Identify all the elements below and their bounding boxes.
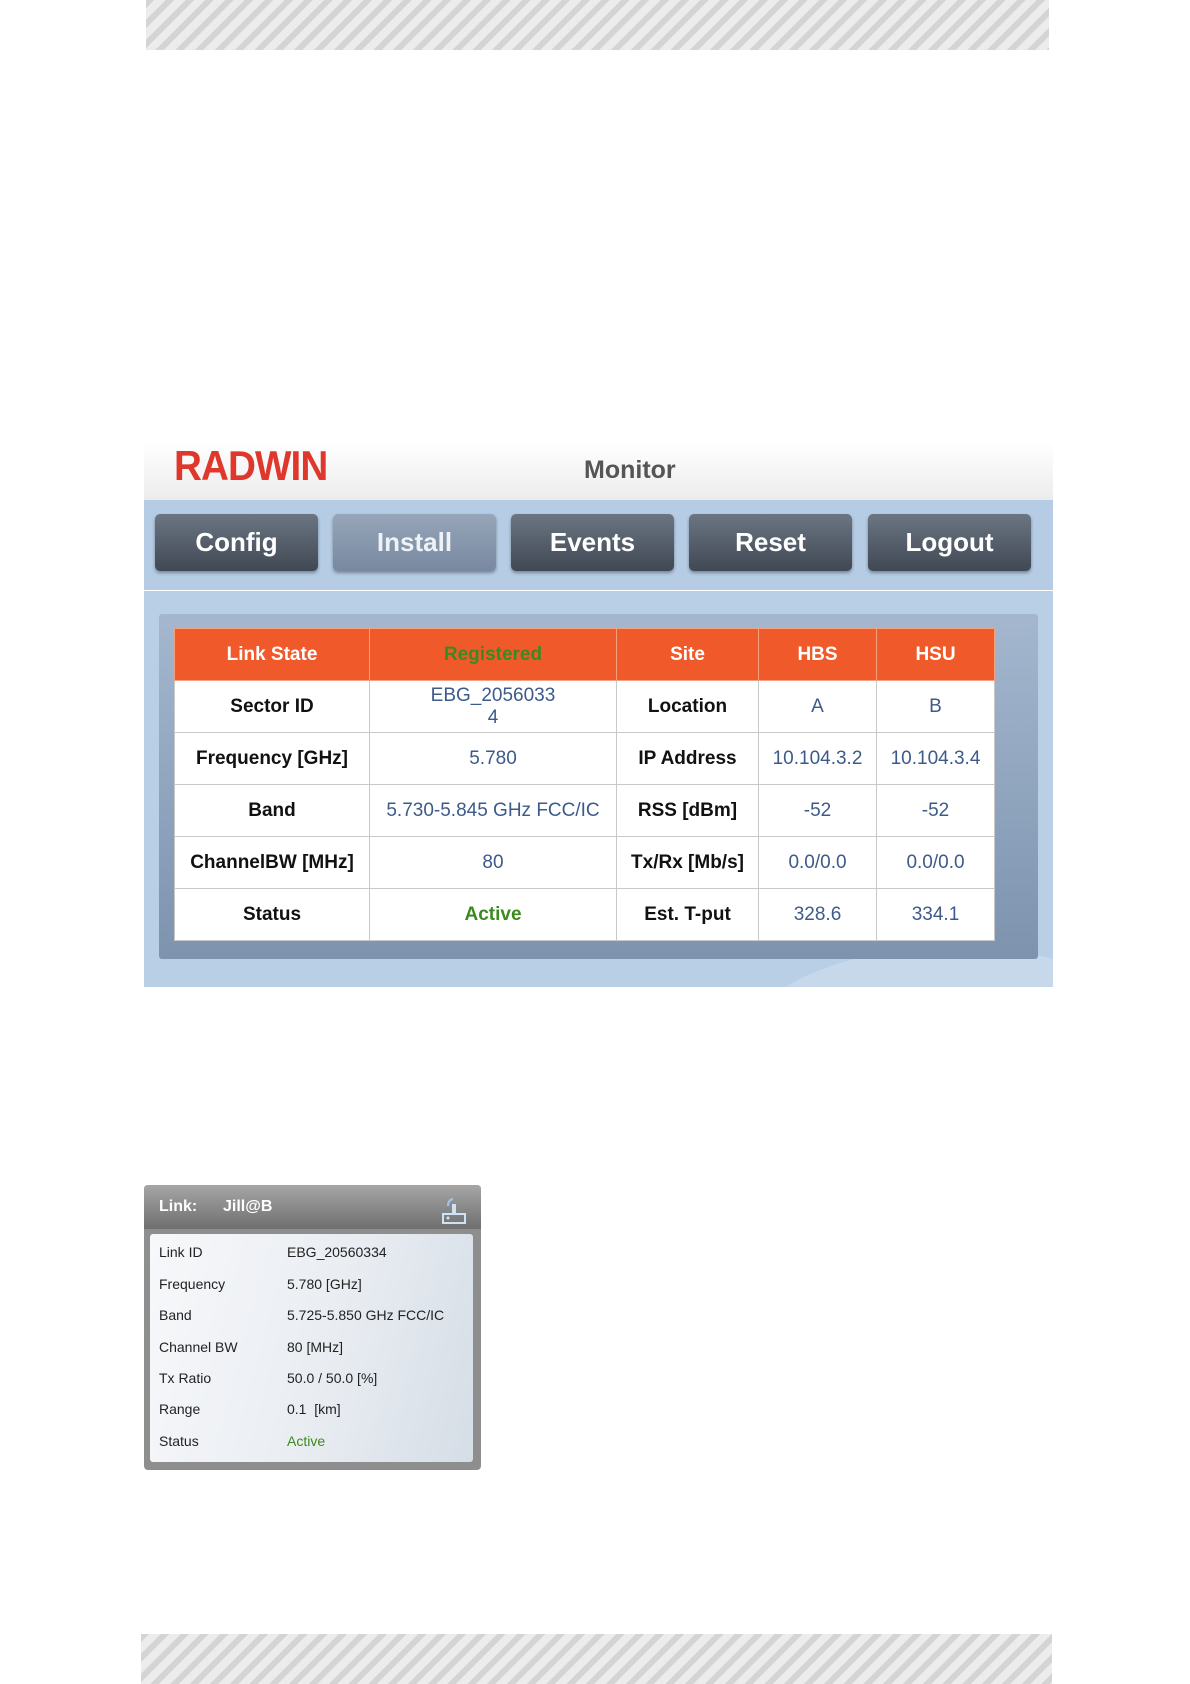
antenna-icon[interactable] [441, 1197, 467, 1225]
install-button[interactable]: Install [333, 514, 496, 571]
cell-value: B [877, 681, 995, 733]
cell-label: Band [175, 785, 370, 837]
list-item [150, 1238, 473, 1266]
events-button[interactable]: Events [511, 514, 674, 571]
field-value: 50.0 / 50.0 [%] [287, 1370, 378, 1386]
field-value: EBG_20560334 [287, 1244, 387, 1260]
cell-value: A [759, 681, 877, 733]
table-header-row [175, 629, 995, 681]
header-hsu: HSU [877, 629, 995, 681]
page-header-stripe [146, 0, 1049, 50]
field-label: Link ID [159, 1244, 203, 1260]
field-label: Range [159, 1401, 201, 1417]
monitor-header [144, 442, 1053, 501]
list-item [150, 1364, 473, 1392]
cell-value: 5.730-5.845 GHz FCC/IC [370, 785, 617, 837]
page-title: Monitor [584, 456, 676, 484]
logout-button[interactable]: Logout [868, 514, 1031, 571]
cell-value: 0.0/0.0 [877, 837, 995, 889]
reset-button[interactable]: Reset [689, 514, 852, 571]
monitor-window [144, 442, 1053, 987]
link-widget-header [144, 1185, 481, 1229]
list-item [150, 1270, 473, 1298]
field-value: 5.780 [GHz] [287, 1276, 362, 1292]
list-item [150, 1333, 473, 1361]
table-row [175, 733, 995, 785]
header-link-state: Link State [175, 629, 370, 681]
header-registered: Registered [370, 629, 617, 681]
field-label: Frequency [159, 1276, 226, 1292]
cell-label: IP Address [617, 733, 759, 785]
link-label: Link: [159, 1198, 198, 1215]
table-row [175, 837, 995, 889]
list-item [150, 1427, 473, 1455]
cell-value: 334.1 [877, 889, 995, 941]
cell-value: 328.6 [759, 889, 877, 941]
link-widget-body [150, 1234, 473, 1462]
cell-label: ChannelBW [MHz] [175, 837, 370, 889]
field-value: 0.1 [km] [287, 1401, 341, 1417]
cell-label: Location [617, 681, 759, 733]
field-label: Band [159, 1307, 192, 1323]
radwin-logo: RADWIN [174, 442, 328, 489]
cell-value: 10.104.3.4 [877, 733, 995, 785]
page-footer-stripe [141, 1634, 1052, 1684]
cell-label: Status [175, 889, 370, 941]
cell-label: Frequency [GHz] [175, 733, 370, 785]
config-button[interactable]: Config [155, 514, 318, 571]
cell-label: Tx/Rx [Mb/s] [617, 837, 759, 889]
nav-bar [144, 500, 1053, 591]
header-site: Site [617, 629, 759, 681]
cell-value [370, 681, 617, 733]
list-item [150, 1395, 473, 1423]
link-name: Jill@B [223, 1198, 273, 1215]
list-item [150, 1301, 473, 1329]
status-value: Active [370, 889, 617, 941]
sector-id-value: EBG_2056033 4 [430, 684, 556, 728]
field-value: 80 [MHz] [287, 1339, 344, 1355]
table-row [175, 681, 995, 733]
link-status-table [174, 628, 995, 941]
link-info-widget [144, 1185, 481, 1470]
cell-value: 80 [370, 837, 617, 889]
table-row [175, 785, 995, 837]
field-label: Channel BW [159, 1339, 238, 1355]
cell-value: 5.780 [370, 733, 617, 785]
field-value: 5.725-5.850 GHz FCC/IC [287, 1307, 445, 1323]
cell-value: 0.0/0.0 [759, 837, 877, 889]
cell-value: 10.104.3.2 [759, 733, 877, 785]
field-label: Status [159, 1433, 199, 1449]
cell-label: Est. T-put [617, 889, 759, 941]
field-label: Tx Ratio [159, 1370, 212, 1386]
status-value: Active [287, 1433, 326, 1449]
cell-label: RSS [dBm] [617, 785, 759, 837]
table-row [175, 889, 995, 941]
cell-value: -52 [877, 785, 995, 837]
header-hbs: HBS [759, 629, 877, 681]
cell-label: Sector ID [175, 681, 370, 733]
cell-value: -52 [759, 785, 877, 837]
